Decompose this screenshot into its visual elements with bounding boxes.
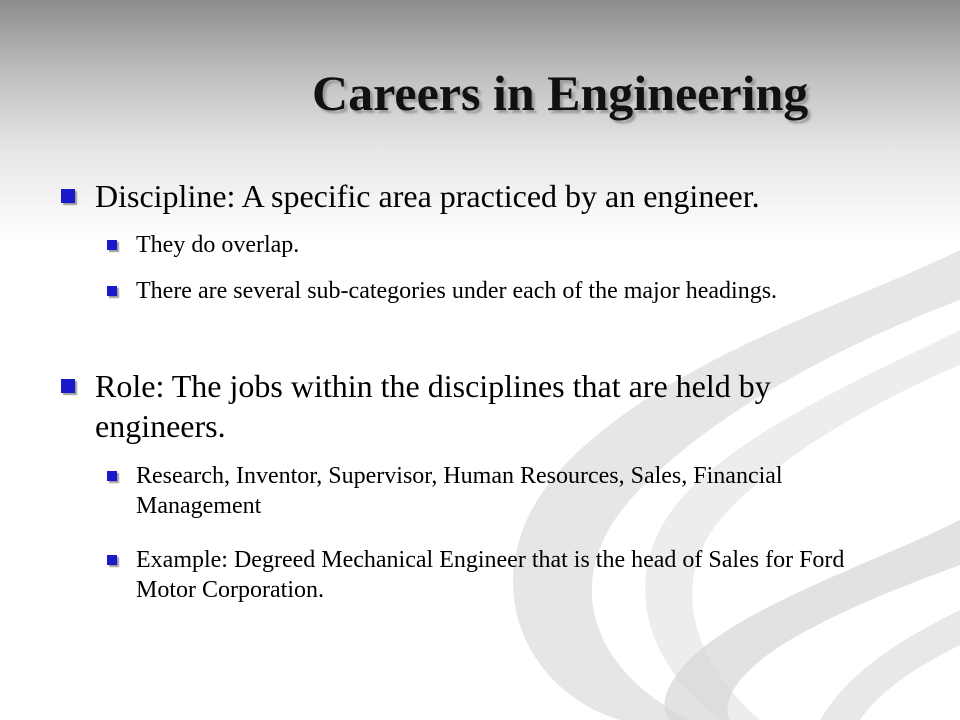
- sub-bullet-overlap-text: They do overlap.: [136, 232, 300, 258]
- slide-title: Careers in Engineering: [312, 65, 809, 121]
- sub-bullet-roles-list-text: Research, Inventor, Supervisor, Human Resources, Sales, Financial Management: [136, 463, 783, 519]
- sub-bullet-subcategories: [136, 276, 866, 306]
- square-bullet-icon: [107, 471, 117, 481]
- square-bullet-icon: [61, 189, 75, 203]
- bullet-role-text: Role: The jobs within the disciplines that are held by engineers.: [95, 368, 771, 444]
- sub-bullet-overlap: [136, 230, 866, 260]
- square-bullet-icon: [107, 555, 117, 565]
- bullet-role: [95, 366, 895, 446]
- square-bullet-icon: [107, 286, 117, 296]
- sub-bullet-example: [136, 545, 866, 605]
- square-bullet-icon: [61, 379, 75, 393]
- sub-bullet-subcategories-text: There are several sub-categories under each of the major headings.: [136, 278, 778, 304]
- bullet-discipline-text: Discipline: A specific area practiced by an engineer.: [95, 178, 760, 214]
- sub-bullet-roles-list: [136, 461, 866, 521]
- square-bullet-icon: [107, 240, 117, 250]
- sub-bullet-example-text: Example: Degreed Mechanical Engineer that is the head of Sales for Ford Motor Corporation.: [136, 547, 845, 603]
- bullet-discipline: [95, 176, 895, 216]
